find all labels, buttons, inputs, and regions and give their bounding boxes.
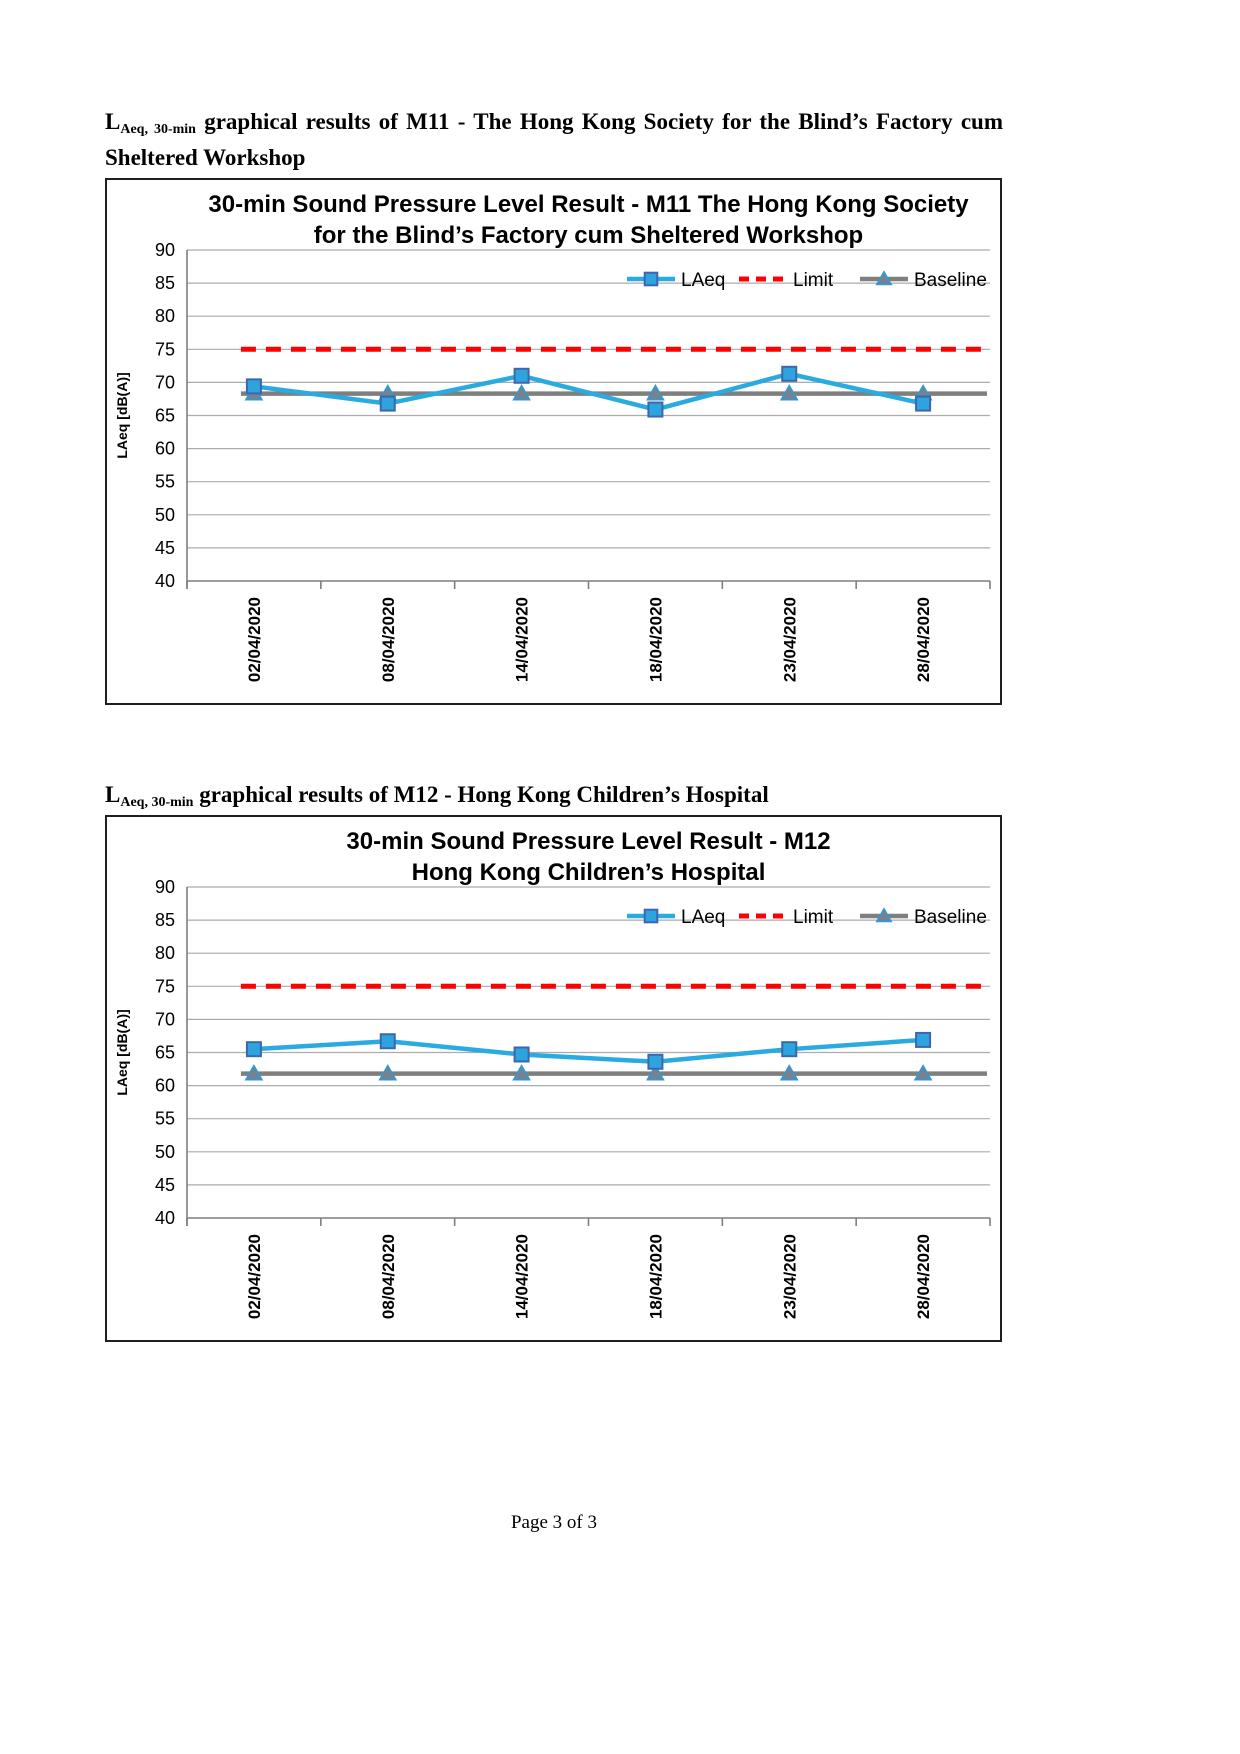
legend-item-laeq (627, 270, 725, 291)
legend-item-baseline (860, 270, 987, 291)
page-number: Page 3 of 3 (510, 1512, 597, 1533)
series-baseline (241, 1066, 987, 1080)
x-axis (187, 1218, 990, 1319)
legend-label: LAeq (681, 907, 726, 928)
chart-title (346, 828, 830, 886)
section-heading-m11 (105, 106, 1003, 174)
legend-item-baseline (860, 907, 987, 928)
legend-label: Limit (793, 907, 834, 928)
y-tick-label: 80 (154, 306, 175, 327)
y-tick-label: 75 (154, 339, 175, 360)
x-tick-label: 08/04/2020 (378, 597, 398, 683)
y-axis (155, 240, 187, 591)
heading-text: graphical results of M11 - The Hong Kong Society for the Blind’s Factory cum Sheltered Workshop (105, 109, 1003, 170)
chart-m11-line-chart (107, 180, 1000, 703)
legend-label: Limit (793, 270, 834, 291)
x-tick-label: 14/04/2020 (512, 597, 532, 683)
gridlines (187, 250, 990, 581)
legend-item-limit (739, 907, 834, 928)
y-tick-label: 55 (154, 1108, 175, 1129)
y-tick-label: 65 (154, 405, 175, 426)
legend-label: Baseline (914, 270, 987, 291)
y-tick-label: 40 (154, 1208, 175, 1228)
heading-text: graphical results of M12 - Hong Kong Children’s Hospital (193, 782, 769, 807)
x-tick-label: 14/04/2020 (512, 1234, 532, 1320)
x-tick-label: 02/04/2020 (244, 597, 264, 683)
x-tick-label: 28/04/2020 (914, 597, 934, 683)
chart-m11-frame (105, 178, 1002, 705)
x-tick-label: 02/04/2020 (244, 1234, 264, 1320)
heading-laeq-subscript: Aeq, 30-min (120, 122, 196, 137)
chart-m12-frame (105, 815, 1002, 1342)
x-tick-label: 18/04/2020 (646, 597, 666, 683)
y-tick-label: 75 (154, 976, 175, 997)
legend-item-laeq (627, 907, 725, 928)
heading-laeq-symbol: L (105, 782, 121, 807)
y-tick-label: 60 (154, 1075, 175, 1096)
y-tick-label: 80 (154, 943, 175, 964)
x-axis (187, 581, 990, 682)
svg-text:30-min Sound Pressure Level Re: 30-min Sound Pressure Level Result - M12 (346, 828, 831, 855)
legend-label: LAeq (681, 270, 726, 291)
legend (627, 270, 987, 291)
y-axis (155, 877, 187, 1228)
y-tick-label: 65 (154, 1042, 175, 1063)
y-axis-title: LAeq [dB(A)] (114, 1009, 130, 1096)
y-tick-label: 90 (154, 240, 175, 260)
chart-m12-line-chart (107, 817, 1000, 1340)
heading-laeq-subscript: Aeq, 30-min (120, 795, 194, 810)
x-tick-label: 23/04/2020 (780, 1234, 800, 1320)
section-heading-m12 (105, 779, 1003, 815)
legend-item-limit (739, 270, 834, 291)
legend (627, 907, 987, 928)
gridlines (187, 887, 990, 1218)
y-tick-label: 90 (154, 877, 175, 897)
y-tick-label: 85 (154, 910, 175, 931)
chart-title (208, 191, 969, 249)
svg-text:30-min Sound Pressure Level Re: 30-min Sound Pressure Level Result - M11 The Hong Kong Society (208, 191, 969, 218)
y-tick-label: 70 (154, 1009, 175, 1030)
y-tick-label: 50 (154, 1141, 175, 1162)
x-tick-label: 23/04/2020 (780, 597, 800, 683)
x-tick-label: 28/04/2020 (914, 1234, 934, 1320)
x-tick-label: 08/04/2020 (378, 1234, 398, 1320)
y-tick-label: 50 (154, 504, 175, 525)
heading-laeq-symbol: L (105, 109, 121, 134)
x-tick-label: 18/04/2020 (646, 1234, 666, 1320)
y-tick-label: 55 (154, 471, 175, 492)
svg-text:Hong Kong Children’s Hospital: Hong Kong Children’s Hospital (411, 859, 766, 886)
y-tick-label: 45 (154, 537, 175, 558)
y-tick-label: 45 (154, 1174, 175, 1195)
series-laeq (247, 1033, 930, 1069)
y-tick-label: 85 (154, 273, 175, 294)
svg-text:for the Blind’s Factory cum Sh: for the Blind’s Factory cum Sheltered Workshop (313, 222, 864, 249)
legend-label: Baseline (914, 907, 987, 928)
y-tick-label: 60 (154, 438, 175, 459)
y-axis-title: LAeq [dB(A)] (114, 372, 130, 459)
y-tick-label: 40 (154, 571, 175, 591)
y-tick-label: 70 (154, 372, 175, 393)
